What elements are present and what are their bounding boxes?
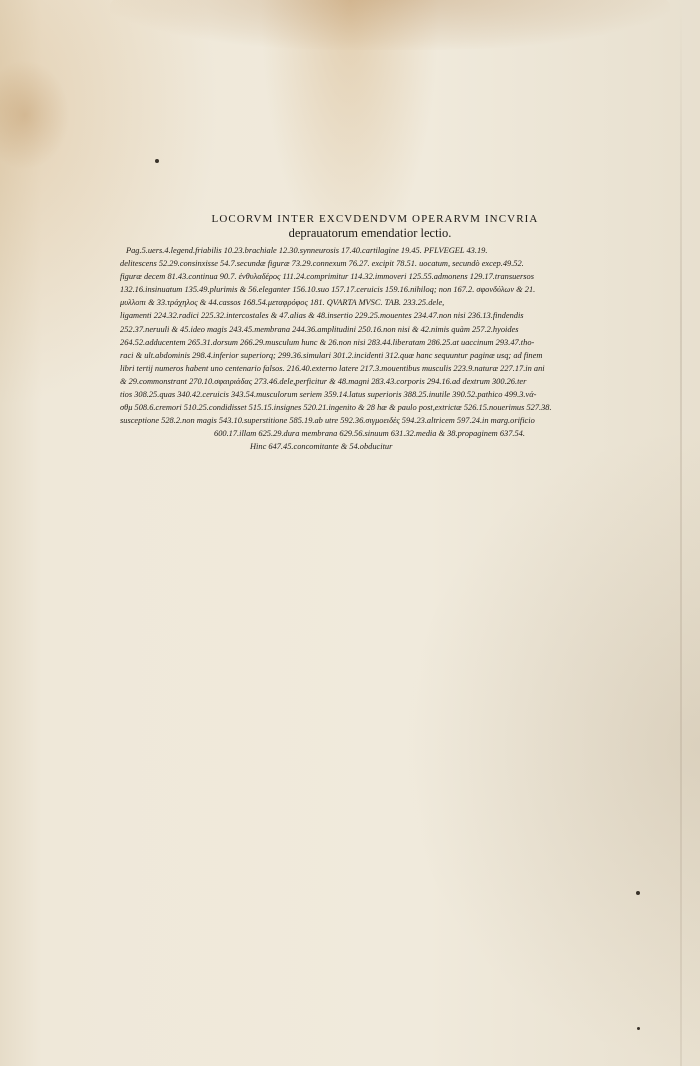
errata-line: σθμ 508.6.cremori 510.25.condidisset 515.15.insignes 520.21.ingenito & 28 hæ & paulo post,extrictæ 526.15.nouerimus 527.38. [120, 403, 552, 413]
errata-line: 252.37.neruuli & 45.ideo magis 243.45.membrana 244.36.amplitudini 250.16.non nisi & 42.nimis quàm 257.2.hyoides [120, 324, 519, 334]
errata-line: ligamenti 224.32.radici 225.32.intercostales & 47.alias & 48.insertio 229.25.mouentes 234.47.non nisi 236.13.findendis [120, 311, 524, 321]
errata-line: Hinc 647.45.concomitante & 54.obducitur [250, 442, 393, 452]
errata-line: μυλλοπι & 33.τράχηλος & 44.cassos 168.54.μεταφρόφος 181. QVARTA MVSC. TAB. 233.25.dele, [120, 298, 445, 308]
page-gutter [680, 0, 682, 1066]
errata-subheading: deprauatorum emendatior lectio. [288, 226, 452, 240]
errata-line: 132.16.insinuatum 135.49.plurimis & 56.eleganter 156.10.suo 157.17.ceruicis 159.16.nihiloq; non 167.2. σφονδύλων & 21. [120, 285, 536, 295]
errata-line: Pag.5.uers.4.legend.friabilis 10.23.brachiale 12.30.synneurosis 17.40.cartilagine 19.45. PFLVEGEL 43.19. [126, 246, 488, 255]
ink-speck [637, 1027, 640, 1030]
errata-line: 600.17.illam 625.29.dura membrana 629.56.sinuum 631.32.media & 38.propaginem 637.54. [214, 429, 525, 439]
errata-line: delitescens 52.29.consinxisse 54.7.secundæ figuræ 73.29.connexum 76.27. excipit 78.51. uocatum, secundò excep.49.52. [120, 259, 524, 269]
errata-line: figuræ decem 81.43.continua 90.7. ἐνθυλαδέρος 111.24.comprimitur 114.32.immoveri 125.55.admonens 129.17.transuersos [120, 272, 534, 282]
errata-list [120, 244, 630, 454]
water-stain [110, 0, 670, 50]
ink-speck [155, 159, 159, 163]
errata-line: 264.52.adducentem 265.31.dorsum 266.29.musculum hunc & 26.non nisi 283.44.liberatam 286.25.at uaccinum 293.47.tho- [120, 337, 535, 347]
errata-line: raci & ult.abdominis 298.4.inferior superiorq; 299.36.simulari 301.2.incidenti 312.quæ hanc sequuntur paginæ usq; ad finem [120, 350, 543, 360]
errata-heading: LOCORVM INTER EXCVDENDVM OPERARVM INCVRIA [211, 213, 539, 225]
ink-speck [636, 891, 640, 895]
errata-line: tios 308.25.quas 340.42.ceruicis 343.54.musculorum seriem 359.14.latus superioris 388.25.inutile 390.52.pathico 499.3.νά- [120, 390, 537, 400]
water-stain [0, 60, 70, 170]
errata-line: & 29.commonstrant 270.10.σφαιριάδας 273.46.dele,perficitur & 48.magni 283.43.corporis 294.16.ad dextrum 300.26.ter [120, 376, 527, 386]
errata-line: susceptione 528.2.non magis 543.10.superstitione 585.19.ab utre 592.36.σιγμοειδὲς 594.23.altricem 597.24.in marg.orificio [120, 416, 535, 426]
errata-line: libri tertij numeros habent uno centenario falsos. 216.40.externo latere 217.3.mouentibus musculis 223.9.naturæ 227.17.in ani [120, 363, 545, 373]
